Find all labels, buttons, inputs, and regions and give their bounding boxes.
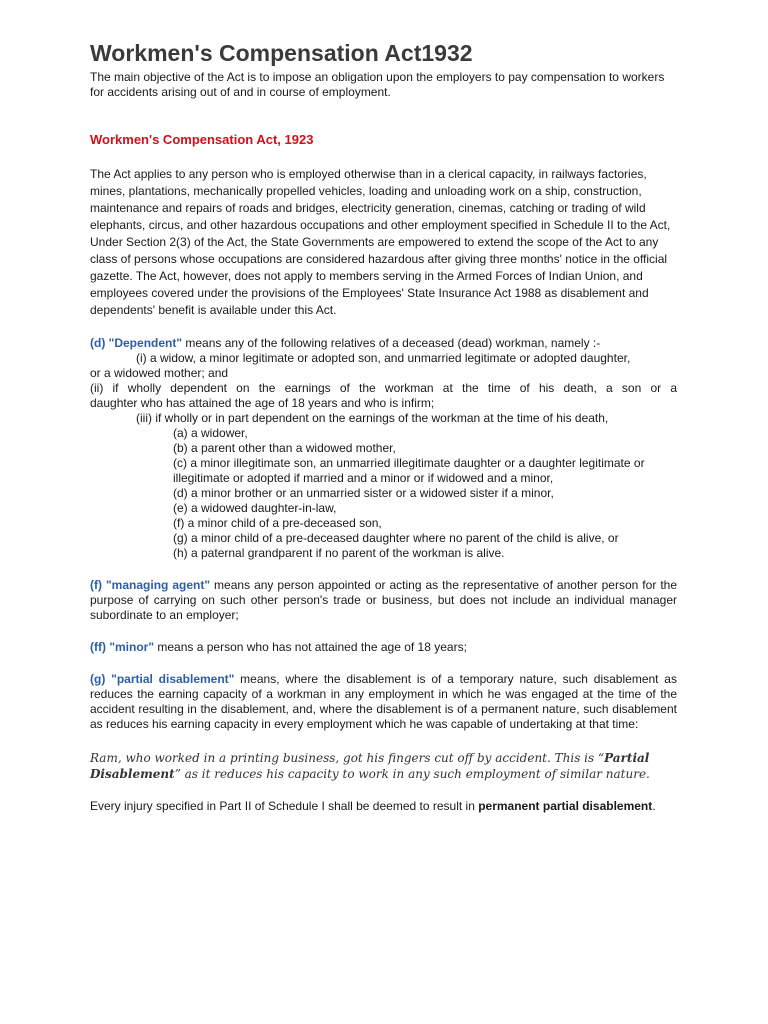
dependent-sub-item: (f) a minor child of a pre-deceased son, — [173, 516, 382, 530]
dependent-sub-item: (g) a minor child of a pre-deceased daughter where no parent of the child is alive, or — [173, 531, 619, 545]
dependent-sub-item: (b) a parent other than a widowed mother, — [173, 441, 396, 455]
scope-paragraph: The Act applies to any person who is employed otherwise than in a clerical capacity, in railways factories, mines, plantations, mechanically propelled vehicles, loading and unloading work on a ship, construction, maintenance and repairs of roads and bridges, electricity generation, cinemas, catching or trading of wild elephants, circus, and other hazardous occupations and other employment specified in Schedule II to the Act, Under Section 2(3) of the Act, the State Governments are empowered to extend the scope of the Act to any class of persons whose occupations are considered hazardous after giving three months' notice in the official gazette. The Act, however, does not apply to members serving in the Armed Forces of Indian Union, and employees covered under the provisions of the Employees' State Insurance Act 1988 as disablement and dependents' benefit is available under this Act. — [90, 167, 671, 317]
minor-text: means a person who has not attained the age of 18 years; — [154, 640, 467, 654]
section-heading: Workmen's Compensation Act, 1923 — [90, 132, 314, 147]
dependent-sub-item: (h) a paternal grandparent if no parent of the workman is alive. — [173, 546, 505, 560]
example-text-after: ” as it reduces his capacity to work in any such employment of similar nature. — [174, 767, 650, 781]
definition-dependent — [90, 336, 677, 561]
intro-paragraph: The main objective of the Act is to impose an obligation upon the employers to pay compensation to workers for accidents arising out of and in course of employment. — [90, 70, 665, 99]
dependent-sub-item: (a) a widower, — [173, 426, 248, 440]
final-paragraph — [90, 799, 677, 814]
term-minor: (ff) "minor" — [90, 640, 155, 654]
dependent-item: daughter who has attained the age of 18 years and who is infirm; — [90, 396, 435, 410]
dependent-sub-item: (d) a minor brother or an unmarried sister or a widowed sister if a minor, — [173, 486, 554, 500]
dependent-text: means any of the following relatives of a deceased (dead) workman, namely :- — [182, 336, 601, 350]
term-partial-disablement: (g) "partial disablement" — [90, 672, 235, 686]
dependent-item: (i) a widow, a minor legitimate or adopted son, and unmarried legitimate or adopted daughter, — [136, 351, 631, 365]
document-page — [90, 38, 677, 814]
definition-managing-agent — [90, 578, 677, 623]
definition-partial-disablement — [90, 672, 677, 732]
term-managing-agent: (f) "managing agent" — [90, 578, 211, 592]
definition-minor — [90, 640, 677, 655]
partial-disablement-text: means, where the disablement is of a temporary nature, such disablement as reduces the earning capacity of a workman in any employment in which he was engaged at the time of the accident resulting in the disablement, and, where the disablement is of a permanent nature, such disablement as reduces his earning capacity in every employment which he was capable of undertaking at that time: — [90, 672, 677, 731]
page-title: Workmen's Compensation Act1932 — [90, 40, 473, 66]
example-text-before: Ram, who worked in a printing business, got his fingers cut off by accident. This is “ — [90, 751, 605, 765]
dependent-sub-item: (e) a widowed daughter-in-law, — [173, 501, 337, 515]
managing-agent-text: means any person appointed or acting as the representative of another person for the purpose of carrying on such other person's trade or business, but does not include an individual manager subordinate to an employer; — [90, 578, 677, 622]
dependent-sub-item: (c) a minor illegitimate son, an unmarried illegitimate daughter or a daughter legitimate or illegitimate or adopted if married and a minor or if widowed and a minor, — [173, 456, 645, 485]
dependent-item: or a widowed mother; and — [90, 366, 229, 380]
dependent-item: (iii) if wholly or in part dependent on the earnings of the workman at the time of his death, — [136, 411, 609, 425]
dependent-line — [90, 336, 677, 351]
dependent-item: (ii) if wholly dependent on the earnings of the workman at the time of his death, a son or a — [90, 381, 677, 395]
term-dependent: (d) "Dependent" — [90, 336, 183, 350]
final-text-after: . — [652, 799, 656, 813]
final-text-before: Every injury specified in Part II of Schedule I shall be deemed to result in — [90, 799, 479, 813]
example-bold: Partial Disablement — [90, 751, 650, 781]
final-bold: permanent partial disablement — [478, 799, 653, 813]
example-paragraph — [90, 750, 677, 782]
